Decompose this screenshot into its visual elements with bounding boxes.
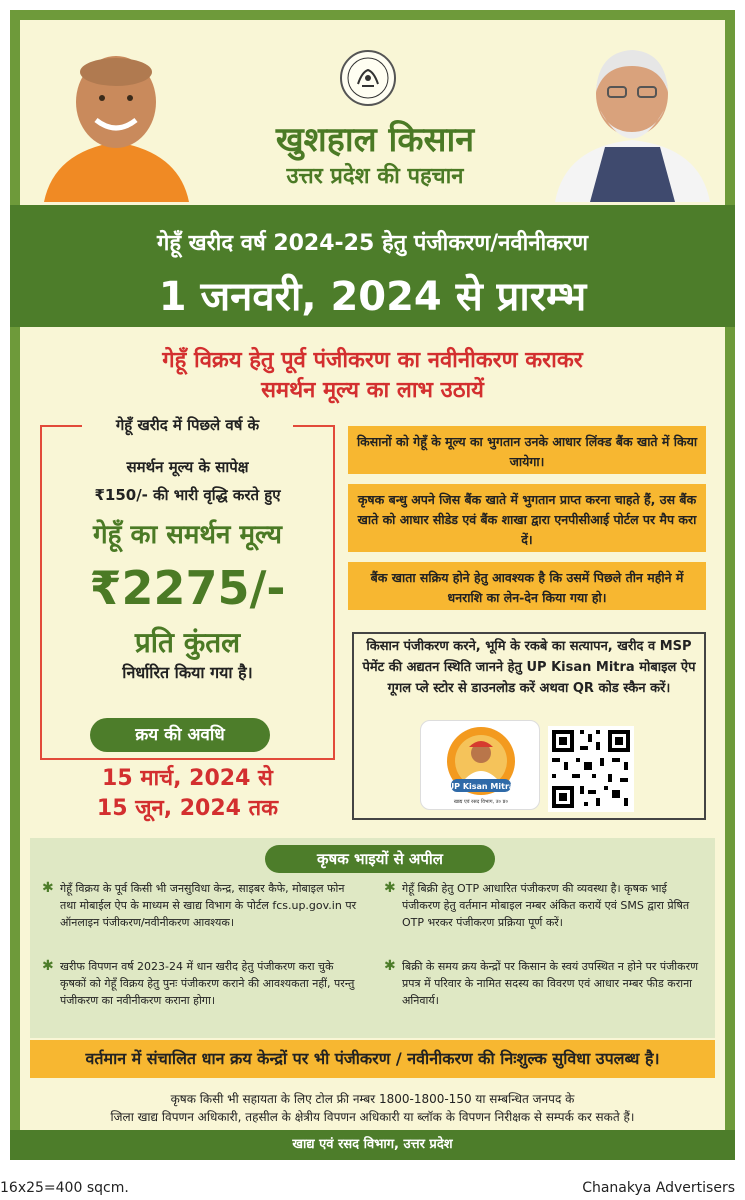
- free-facility-notice: वर्तमान में संचालित धान क्रय केन्द्रों पर भी पंजीकरण / नवीनीकरण की निःशुल्क सुविधा उपलब्ध है।: [30, 1040, 715, 1078]
- msp-price: ₹2275/-: [89, 561, 286, 615]
- star-bullet-icon: ✱: [42, 958, 54, 974]
- helpline-line2: जिला खाद्य विपणन अधिकारी, तहसील के क्षेत्रीय विपणन अधिकारी या ब्लॉक के विपणन निरीक्षक से सम्पर्क कर सकते हैं।: [110, 1110, 635, 1124]
- up-govt-emblem-icon: [340, 50, 396, 106]
- info-box-payment: किसानों को गेहूँ के मूल्य का भुगतान उनके आधार लिंक्ड बैंक खाते में किया जायेगा।: [348, 426, 706, 474]
- msp-box: [40, 416, 335, 760]
- app-logo-label: UP Kisan Mitra: [447, 782, 515, 791]
- msp-title: गेहूँ का समर्थन मूल्य: [93, 520, 282, 550]
- purchase-period-from: 15 मार्च, 2024 से: [102, 766, 273, 791]
- msp-fixed-note: निर्धारित किया गया है।: [122, 663, 253, 682]
- info-box-bank-mapping: कृषक बन्धु अपने जिस बैंक खाते में भुगतान प्राप्त करना चाहते हैं, उस बैंक खाते को आधार सीडेड एवं बैंक शाखा द्वारा एनपीसीआई पोर्टल पर मैप करा दें।: [348, 484, 706, 552]
- msp-intro-line2: समर्थन मूल्य के सापेक्ष: [126, 458, 249, 476]
- purchase-period-to: 15 जून, 2024 तक: [96, 796, 279, 821]
- appeal-title: कृषक भाइयों से अपील: [265, 845, 495, 873]
- ad-size-label: 16x25=400 sqcm.: [0, 1180, 129, 1196]
- appeal-item: ✱ गेहूँ बिक्री हेतु OTP आधारित पंजीकरण की व्यवस्था है। कृषक भाई पंजीकरण हेतु वर्तमान मोबाइल नम्बर अंकित करायें एवं SMS द्वारा प्रेषित OTP भरकर पंजीकरण प्रक्रिया पूर्ण करें।: [384, 880, 690, 929]
- cm-photo: [34, 32, 199, 202]
- appeal-item: ✱ खरीफ विपणन वर्ष 2023-24 में धान खरीद हेतु पंजीकरण करा चुके कृषकों को गेहूँ विक्रय हेतु पुनः पंजीकरण कराने की आवश्यकता नहीं, परन्तु पंजीकरण का नवीनीकरण कराना होगा।: [42, 958, 355, 1007]
- renewal-heading-line1: गेहूँ विक्रय हेतु पूर्व पंजीकरण का नवीनीकरण कराकर: [162, 348, 583, 373]
- pm-photo: [550, 32, 715, 202]
- registration-banner: [10, 205, 735, 327]
- purchase-period-label: क्रय की अवधि: [90, 718, 270, 752]
- agency-label: Chanakya Advertisers: [582, 1180, 735, 1196]
- campaign-subtitle: उत्तर प्रदेश की पहचान: [286, 164, 464, 189]
- campaign-title: खुशहाल किसान: [275, 120, 475, 160]
- registration-heading: गेहूँ खरीद वर्ष 2024-25 हेतु पंजीकरण/नवीनीकरण: [156, 231, 589, 256]
- star-bullet-icon: ✱: [42, 880, 54, 896]
- info-box-bank-active: बैंक खाता सक्रिय होने हेतु आवश्यक है कि उसमें पिछले तीन महीने में धनराशि का लेन-देन किया गया हो।: [348, 562, 706, 610]
- qr-code-icon[interactable]: [548, 726, 634, 812]
- app-logo-sub: खाद्य एवं रसद विभाग, उ० प्र०: [453, 799, 509, 805]
- renewal-heading-line2: समर्थन मूल्य का लाभ उठायें: [261, 378, 484, 403]
- department-footer: खाद्य एवं रसद विभाग, उत्तर प्रदेश: [10, 1130, 735, 1160]
- app-info-text: किसान पंजीकरण करने, भूमि के रकबे का सत्यापन, खरीद व MSP पेमेंट की अद्यतन स्थिति जानने हेतु UP Kisan Mitra मोबाइल ऐप गूगल प्ले स्टोर से डाउनलोड करें अथवा QR कोड स्कैन करें।: [358, 636, 700, 699]
- helpline-line1: कृषक किसी भी सहायता के लिए टोल फ्री नम्बर 1800-1800-150 या सम्बन्धित जनपद के: [170, 1092, 575, 1106]
- star-bullet-icon: ✱: [384, 958, 396, 974]
- star-bullet-icon: ✱: [384, 880, 396, 896]
- msp-unit: प्रति कुंतल: [134, 626, 241, 659]
- kisan-mitra-logo: [420, 720, 540, 810]
- registration-start-date: 1 जनवरी, 2024 से प्रारम्भ: [158, 274, 587, 320]
- msp-intro-line1: गेहूँ खरीद में पिछले वर्ष के: [82, 415, 293, 435]
- appeal-item: ✱ बिक्री के समय क्रय केन्द्रों पर किसान के स्वयं उपस्थित न होने पर पंजीकरण प्रपत्र में परिवार के नामित सदस्य का विवरण एवं आधार नम्बर फीड कराना अनिवार्य।: [384, 958, 699, 1007]
- header: [20, 20, 725, 205]
- msp-intro-line3: ₹150/- की भारी वृद्धि करते हुए: [94, 486, 281, 504]
- appeal-item: ✱ गेहूँ विक्रय के पूर्व किसी भी जनसुविधा केन्द्र, साइबर कैफे, मोबाइल फोन तथा मोबाईल ऐप के माध्यम से खाद्य विभाग के पोर्टल fcs.up.gov.in पर ऑनलाइन पंजीकरण/नवीनीकरण आवश्यक।: [42, 880, 357, 929]
